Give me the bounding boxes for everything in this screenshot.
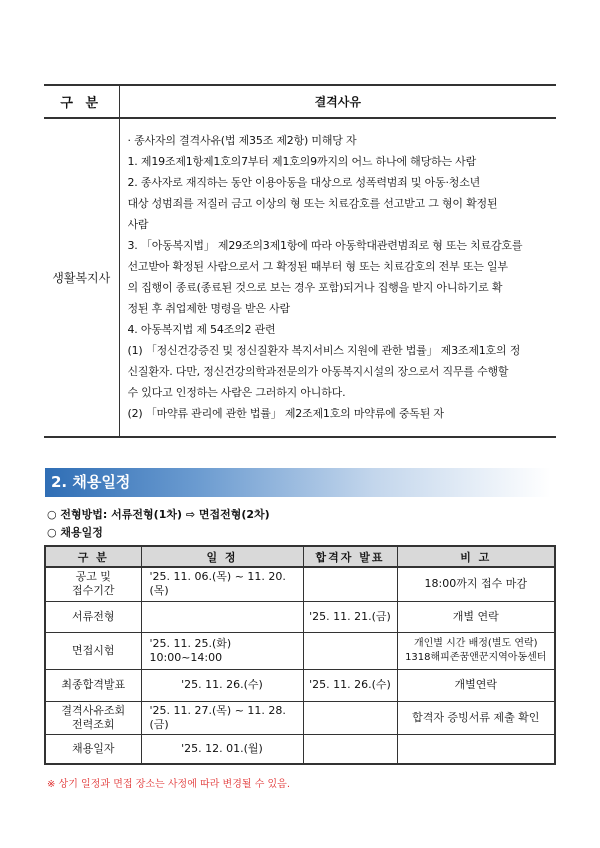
schedule-cell	[303, 567, 397, 601]
schedule-cell	[141, 601, 303, 632]
schedule-header: 비 고	[397, 546, 555, 567]
schedule-cell: '25. 11. 06.(목) ~ 11. 20.(목)	[141, 567, 303, 601]
reason-line: 의 집행이 종료(종료된 것으로 보는 경우 포함)되거나 집행을 받지 아니하기로 확	[127, 281, 503, 294]
reason-line: · 종사자의 결격사유(법 제35조 제2항) 미해당 자	[127, 134, 357, 147]
schedule-cell: '25. 11. 27.(목) ~ 11. 28.(금)	[141, 701, 303, 734]
schedule-header: 일 정	[141, 546, 303, 567]
schedule-cell: 개별연락	[397, 669, 555, 701]
reason-line: 정된 후 취업제한 명령을 받은 사람	[127, 302, 290, 315]
schedule-cell: 공고 및 접수기간	[45, 567, 141, 601]
reason-line: 2. 종사자로 재직하는 동안 이용아동을 대상으로 성폭력범죄 및 아동·청소년	[127, 176, 481, 189]
schedule-cell	[397, 734, 555, 764]
reason-line: 선고받아 확정된 사람으로서 그 확정된 때부터 형 또는 치료감호의 전부 또는 일부	[127, 260, 508, 273]
disqualification-table	[44, 84, 556, 438]
category-cell: 생활복지사	[44, 118, 119, 437]
reason-line: 신질환자. 다만, 정신건강의학과전문의가 아동복지시설의 장으로서 직무를 수행할	[127, 365, 509, 378]
schedule-cell: 결격사유조회 전력조회	[45, 701, 141, 734]
schedule-row	[45, 601, 555, 632]
schedule-row	[45, 669, 555, 701]
reason-cell	[119, 118, 556, 437]
reason-line: 대상 성범죄를 저질러 금고 이상의 형 또는 치료감호를 선고받고 그 형이 확정된	[127, 197, 498, 210]
schedule-cell: '25. 11. 25.(화) 10:00~14:00	[141, 632, 303, 669]
schedule-cell: 서류전형	[45, 601, 141, 632]
schedule-cell: '25. 11. 26.(수)	[141, 669, 303, 701]
schedule-header: 구 분	[45, 546, 141, 567]
schedule-row	[45, 567, 555, 601]
schedule-cell: '25. 12. 01.(월)	[141, 734, 303, 764]
schedule-cell: '25. 11. 21.(금)	[303, 601, 397, 632]
schedule-cell: 개인별 시간 배정(별도 연락) 1318해피존꿈앤꾼지역아동센터	[397, 632, 555, 669]
schedule-cell	[303, 701, 397, 734]
schedule-cell: 합격자 증빙서류 제출 확인	[397, 701, 555, 734]
bullet-schedule: ○ 채용일정	[47, 526, 103, 539]
schedule-cell: 채용일자	[45, 734, 141, 764]
schedule-cell: 개별 연락	[397, 601, 555, 632]
schedule-cell: 최종합격발표	[45, 669, 141, 701]
schedule-row	[45, 701, 555, 734]
schedule-cell	[303, 734, 397, 764]
bullet-method: ○ 전형방법: 서류전형(1차) ⇨ 면접전형(2차)	[47, 508, 270, 521]
section-title: 2. 채용일정	[45, 468, 551, 497]
reason-line: 1. 제19조제1항제1호의7부터 제1호의9까지의 어느 하나에 해당하는 사람	[127, 155, 477, 168]
reason-line: 3. 「아동복지법」 제29조의3제1항에 따라 아동학대관련범죄로 형 또는 치료감호를	[127, 239, 523, 252]
reason-line: (2) 「마약류 관리에 관한 법률」 제2조제1호의 마약류에 중독된 자	[127, 407, 444, 420]
reason-line: 4. 아동복지법 제 54조의2 관련	[127, 323, 276, 336]
header-reason: 결격사유	[119, 85, 556, 118]
schedule-cell: 18:00까지 접수 마감	[397, 567, 555, 601]
schedule-cell	[303, 632, 397, 669]
schedule-row	[45, 734, 555, 764]
schedule-header: 합격자 발표	[303, 546, 397, 567]
header-category: 구 분	[44, 85, 119, 118]
reason-line: 수 있다고 인정하는 사람은 그러하지 아니하다.	[127, 386, 346, 399]
schedule-cell: 면접시험	[45, 632, 141, 669]
reason-line: (1) 「정신건강증진 및 정신질환자 복지서비스 지원에 관한 법률」 제3조제1호의 정	[127, 344, 521, 357]
schedule-row	[45, 632, 555, 669]
reason-line: 사람	[127, 218, 149, 231]
schedule-table	[44, 545, 556, 765]
schedule-note: ※ 상기 일정과 면접 장소는 사정에 따라 변경될 수 있음.	[47, 779, 291, 790]
schedule-cell: '25. 11. 26.(수)	[303, 669, 397, 701]
